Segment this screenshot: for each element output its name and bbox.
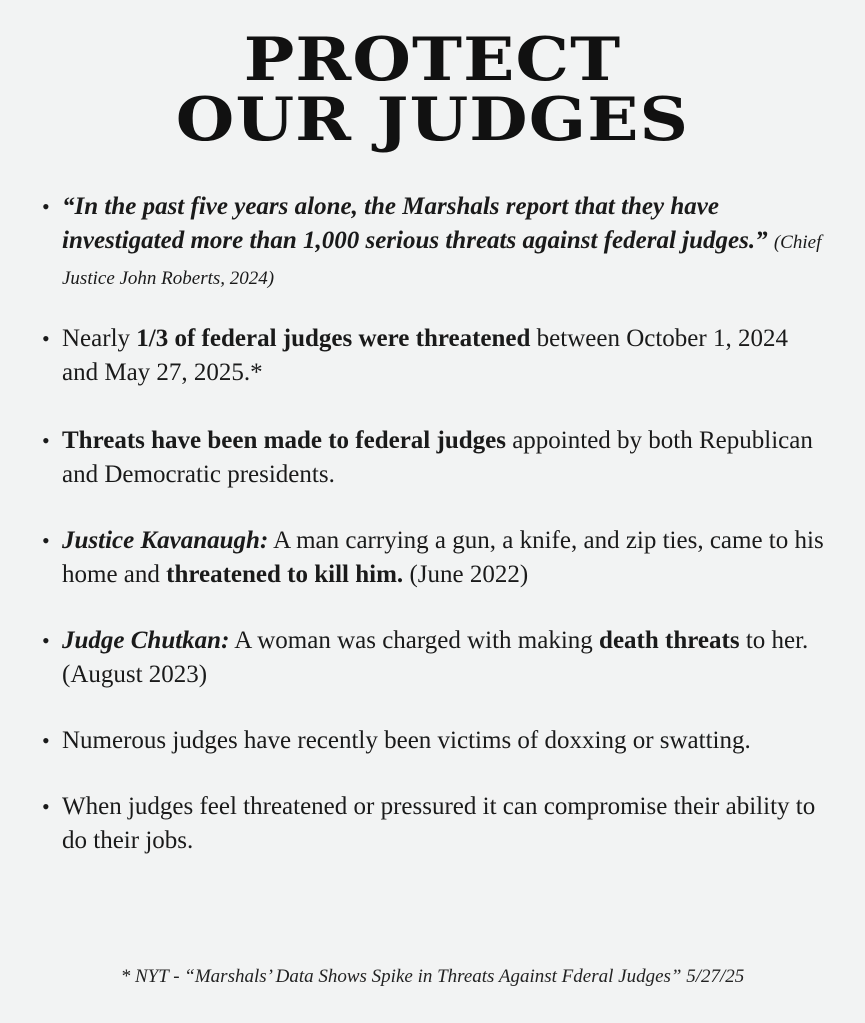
item-label: Justice Kavanaugh: bbox=[62, 527, 269, 554]
title-line-2: OUR JUDGES bbox=[175, 85, 690, 155]
bullet-icon: • bbox=[42, 794, 50, 819]
list-item bbox=[40, 424, 830, 492]
list-item bbox=[40, 790, 830, 858]
title-line-1: PROTECT bbox=[243, 25, 622, 95]
item-text: appointed by both Republican and Democratic presidents. bbox=[62, 427, 813, 488]
bullet-icon: • bbox=[42, 326, 50, 351]
item-text: (June 2022) bbox=[403, 561, 529, 588]
list-item bbox=[40, 524, 830, 592]
bullet-icon: • bbox=[42, 728, 50, 753]
bullet-icon: • bbox=[42, 628, 50, 653]
flyer-title bbox=[0, 25, 865, 155]
list-item bbox=[40, 724, 830, 758]
item-text: to her. (August 2023) bbox=[62, 627, 809, 688]
item-text: A woman was charged with making bbox=[229, 627, 600, 654]
item-text: Numerous judges have recently been victims of doxxing or swatting. bbox=[62, 727, 751, 754]
item-text: When judges feel threatened or pressured it can compromise their ability to do their jobs. bbox=[62, 793, 816, 854]
bullet-icon: • bbox=[42, 194, 50, 219]
item-emphasis: death threats bbox=[599, 627, 740, 654]
item-label: Judge Chutkan: bbox=[62, 627, 230, 654]
item-emphasis: 1/3 of federal judges were threatened bbox=[136, 325, 531, 352]
item-emphasis: Threats have been made to federal judges bbox=[62, 427, 506, 454]
bullet-icon: • bbox=[42, 528, 50, 553]
footnote: * NYT - “Marshals’ Data Shows Spike in Threats Against Fderal Judges” 5/27/25 bbox=[120, 966, 745, 987]
bullet-icon: • bbox=[42, 428, 50, 453]
quote-source: (Chief Justice John Roberts, 2024) bbox=[62, 232, 822, 289]
roberts-quote: “In the past five years alone, the Marshals report that they have investigated more than 1,000 serious threats against federal judges.” bbox=[62, 193, 768, 254]
list-item bbox=[40, 624, 830, 692]
bullet-list bbox=[40, 190, 830, 858]
list-item bbox=[40, 322, 830, 390]
list-item bbox=[40, 190, 830, 296]
item-text: between October 1, 2024 and May 27, 2025.* bbox=[62, 325, 788, 386]
item-text: Nearly bbox=[62, 325, 137, 352]
item-text: A man carrying a gun, a knife, and zip ties, came to his home and bbox=[62, 527, 824, 588]
item-emphasis: threatened to kill him. bbox=[166, 561, 404, 588]
